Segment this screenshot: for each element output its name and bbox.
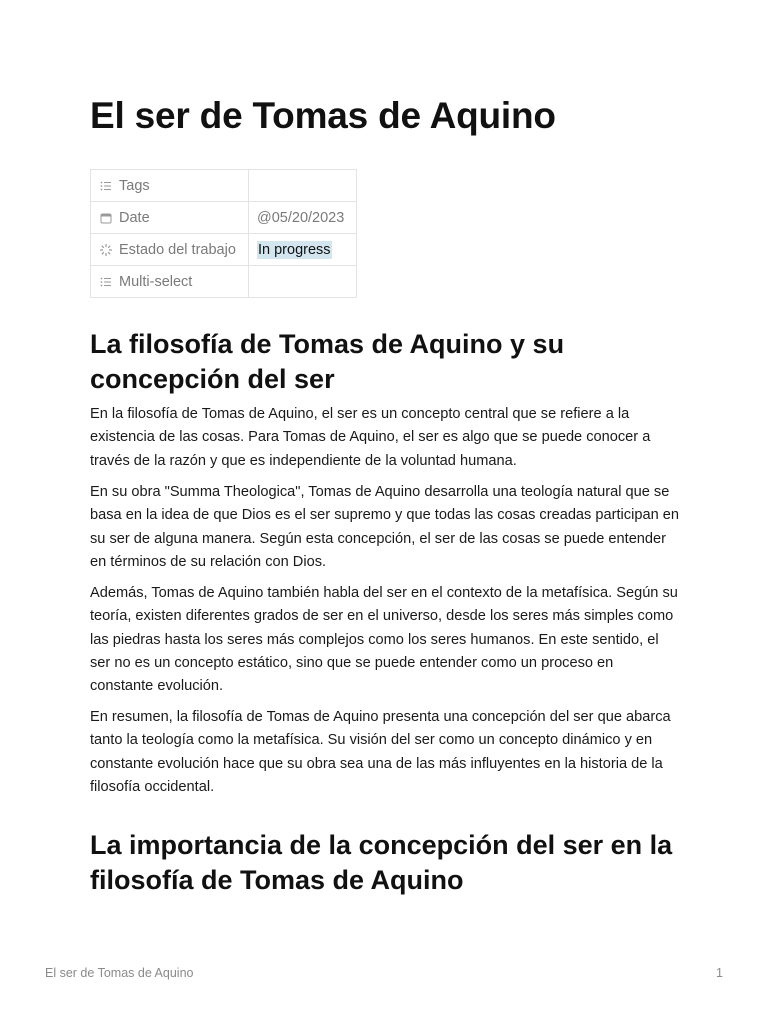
page-number: 1	[716, 966, 723, 980]
list-icon	[99, 275, 113, 289]
property-value	[249, 170, 357, 202]
property-value: @05/20/2023	[249, 202, 357, 234]
property-label: Tags	[119, 177, 150, 194]
properties-table	[90, 169, 357, 298]
status-badge: In progress	[258, 241, 331, 258]
property-row-status	[91, 234, 357, 266]
page-title: El ser de Tomas de Aquino	[90, 95, 556, 136]
property-label: Multi-select	[119, 273, 193, 290]
property-label: Date	[119, 209, 150, 226]
paragraph: En su obra "Summa Theologica", Tomas de Aquino desarrolla una teología natural que se basa en la idea de que Dios es el ser supremo y que todas las cosas creadas participan en su ser de alguna manera. Según esta concepción, el ser de las cosas se puede entender en términos de su relación con Dios.	[90, 484, 679, 570]
list-icon	[99, 179, 113, 193]
footer-title: El ser de Tomas de Aquino	[45, 966, 194, 980]
loading-icon	[99, 243, 113, 257]
property-row-multiselect	[91, 266, 357, 298]
section-heading: La importancia de la concepción del ser en la filosofía de Tomas de Aquino	[90, 830, 673, 895]
property-row-date	[91, 202, 357, 234]
property-value	[249, 266, 357, 298]
property-row-tags	[91, 170, 357, 202]
paragraph: En la filosofía de Tomas de Aquino, el ser es un concepto central que se refiere a la existencia de las cosas. Para Tomas de Aquino, el ser es algo que se puede conocer a través de la razón y que es independiente de la voluntad humana.	[90, 406, 651, 469]
paragraph: Además, Tomas de Aquino también habla del ser en el contexto de la metafísica. Según su teoría, existen diferentes grados de ser en el universo, desde los seres más simples como las piedras hasta los seres más complejos como los seres humanos. En este sentido, el ser no es un concepto estático, sino que se puede entender como un proceso en constante evolución.	[90, 585, 678, 695]
section-heading: La filosofía de Tomas de Aquino y su concepción del ser	[90, 329, 565, 394]
property-label: Estado del trabajo	[119, 241, 236, 258]
paragraph: En resumen, la filosofía de Tomas de Aquino presenta una concepción del ser que abarca tanto la teología como la metafísica. Su visión del ser como un concepto dinámico y en constante evolución hace que su obra sea una de las más influyentes en la historia de la filosofía occidental.	[90, 709, 671, 795]
calendar-icon	[99, 211, 113, 225]
